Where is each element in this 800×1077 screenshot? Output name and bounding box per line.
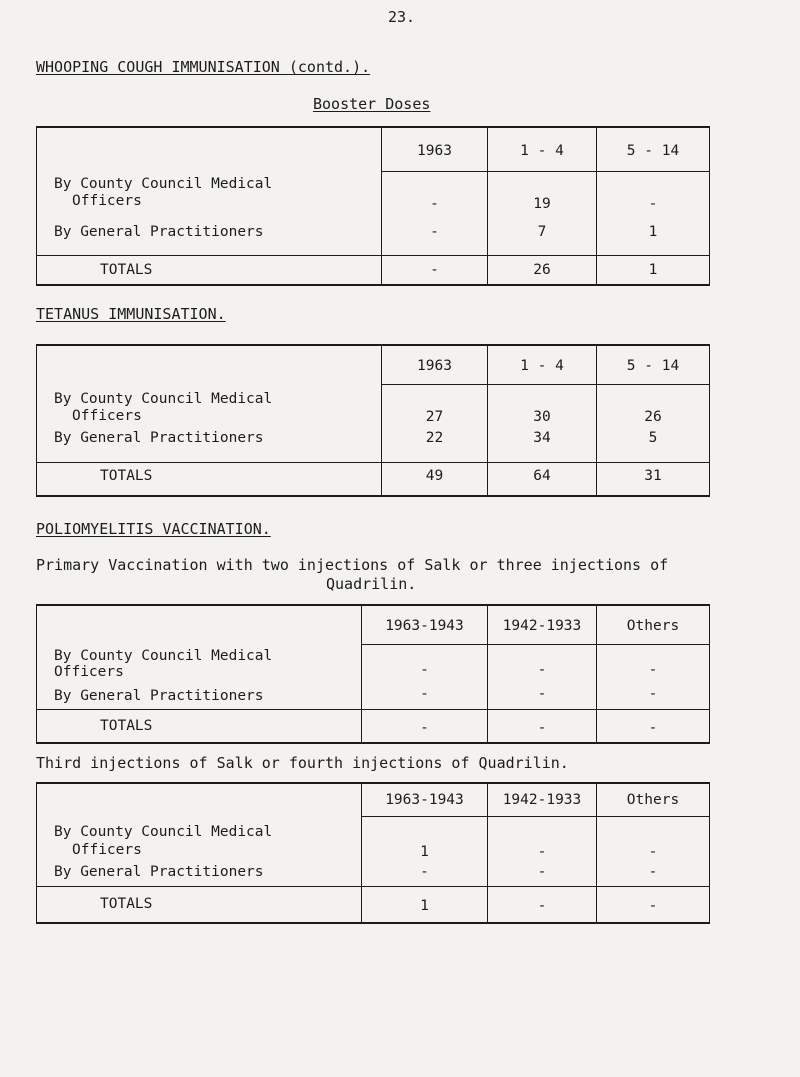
whooping-totals-cell: - bbox=[430, 262, 439, 278]
tetanus-totals-label: TOTALS bbox=[100, 468, 153, 484]
polio-primary-row2-cell: - bbox=[420, 686, 429, 702]
polio-third-col: Others bbox=[626, 792, 680, 808]
tetanus-col-1963: 1963 bbox=[417, 358, 452, 374]
tetanus-totals-cell: 64 bbox=[533, 468, 551, 484]
polio-intro-cont: Quadrilin. bbox=[326, 575, 417, 593]
tetanus-col-1-4: 1 - 4 bbox=[520, 358, 564, 374]
polio-primary-row2-cell: - bbox=[648, 686, 658, 702]
polio-primary-col: Others bbox=[626, 618, 680, 634]
tetanus-row1-cell: 26 bbox=[644, 409, 662, 425]
polio-third-col: 1942-1933 bbox=[502, 792, 582, 808]
whooping-totals-label: TOTALS bbox=[100, 262, 153, 278]
tetanus-col-5-14: 5 - 14 bbox=[626, 358, 680, 374]
tetanus-row2-cell: 22 bbox=[425, 430, 444, 446]
whooping-title: WHOOPING COUGH IMMUNISATION (contd.). bbox=[36, 58, 371, 76]
polio-third-row1-label: By County Council Medical bbox=[54, 824, 273, 840]
polio-primary-col: 1942-1933 bbox=[502, 618, 582, 634]
polio-primary-row1-cell: - bbox=[648, 662, 658, 678]
polio-third-row1-cell: - bbox=[537, 844, 547, 860]
polio-third-row1-cell: - bbox=[648, 844, 658, 860]
whooping-row1-label: By County Council Medical bbox=[54, 176, 273, 192]
tetanus-table bbox=[36, 344, 710, 497]
whooping-table bbox=[36, 126, 710, 286]
polio-intro: Primary Vaccination with two injections of Salk or three injections of bbox=[36, 556, 669, 574]
polio-third-totals-cell: 1 bbox=[420, 898, 429, 914]
polio-primary-col: 1963-1943 bbox=[385, 618, 464, 634]
polio-third-row2-cell: - bbox=[537, 864, 547, 880]
whooping-row1-cell: - bbox=[430, 196, 439, 212]
polio-primary-row1-label-cont: Officers bbox=[54, 664, 124, 680]
polio-third-totals-cell: - bbox=[648, 898, 658, 914]
polio-third-heading: Third injections of Salk or fourth injections of Quadrilin. bbox=[36, 754, 569, 772]
tetanus-title: TETANUS IMMUNISATION. bbox=[36, 305, 226, 323]
polio-primary-row1-label: By County Council Medical bbox=[54, 648, 273, 664]
polio-third-totals-cell: - bbox=[537, 898, 547, 914]
whooping-row2-cell: 1 bbox=[648, 224, 658, 240]
polio-primary-row2-cell: - bbox=[537, 686, 547, 702]
polio-third-row2-cell: - bbox=[420, 864, 429, 880]
page-number: 23. bbox=[388, 8, 416, 26]
whooping-totals-cell: 1 bbox=[648, 262, 658, 278]
tetanus-row1-cell: 30 bbox=[533, 409, 551, 425]
polio-third-table bbox=[36, 782, 710, 924]
polio-third-row2-cell: - bbox=[648, 864, 658, 880]
whooping-row2-cell: 7 bbox=[537, 224, 547, 240]
polio-primary-totals-label: TOTALS bbox=[100, 718, 153, 734]
whooping-col-1963: 1963 bbox=[417, 143, 452, 159]
polio-title: POLIOMYELITIS VACCINATION. bbox=[36, 520, 271, 538]
polio-third-col: 1963-1943 bbox=[385, 792, 464, 808]
tetanus-row1-label-cont: Officers bbox=[72, 408, 142, 424]
tetanus-row2-cell: 5 bbox=[648, 430, 658, 446]
tetanus-row2-label: By General Practitioners bbox=[54, 430, 264, 446]
polio-primary-row1-cell: - bbox=[537, 662, 547, 678]
whooping-row2-label: By General Practitioners bbox=[54, 224, 264, 240]
whooping-col-1-4: 1 - 4 bbox=[520, 143, 564, 159]
whooping-totals-cell: 26 bbox=[533, 262, 551, 278]
polio-primary-row1-cell: - bbox=[420, 662, 429, 678]
polio-primary-totals-cell: - bbox=[648, 720, 658, 736]
tetanus-row1-cell: 27 bbox=[425, 409, 444, 425]
tetanus-row1-label: By County Council Medical bbox=[54, 391, 273, 407]
whooping-row1-cell: 19 bbox=[533, 196, 551, 212]
polio-primary-totals-cell: - bbox=[420, 720, 429, 736]
whooping-row1-label-cont: Officers bbox=[72, 193, 142, 209]
polio-third-row1-label-cont: Officers bbox=[72, 842, 142, 858]
whooping-row2-cell: - bbox=[430, 224, 439, 240]
tetanus-totals-cell: 31 bbox=[644, 468, 662, 484]
tetanus-row2-cell: 34 bbox=[533, 430, 551, 446]
polio-primary-totals-cell: - bbox=[537, 720, 547, 736]
polio-primary-row2-label: By General Practitioners bbox=[54, 688, 264, 704]
polio-third-row1-cell: 1 bbox=[420, 844, 429, 860]
polio-third-totals-label: TOTALS bbox=[100, 896, 153, 912]
polio-third-row2-label: By General Practitioners bbox=[54, 864, 264, 880]
polio-primary-table bbox=[36, 604, 710, 744]
tetanus-totals-cell: 49 bbox=[425, 468, 444, 484]
whooping-row1-cell: - bbox=[648, 196, 658, 212]
whooping-col-5-14: 5 - 14 bbox=[626, 143, 680, 159]
whooping-subtitle: Booster Doses bbox=[313, 95, 431, 113]
